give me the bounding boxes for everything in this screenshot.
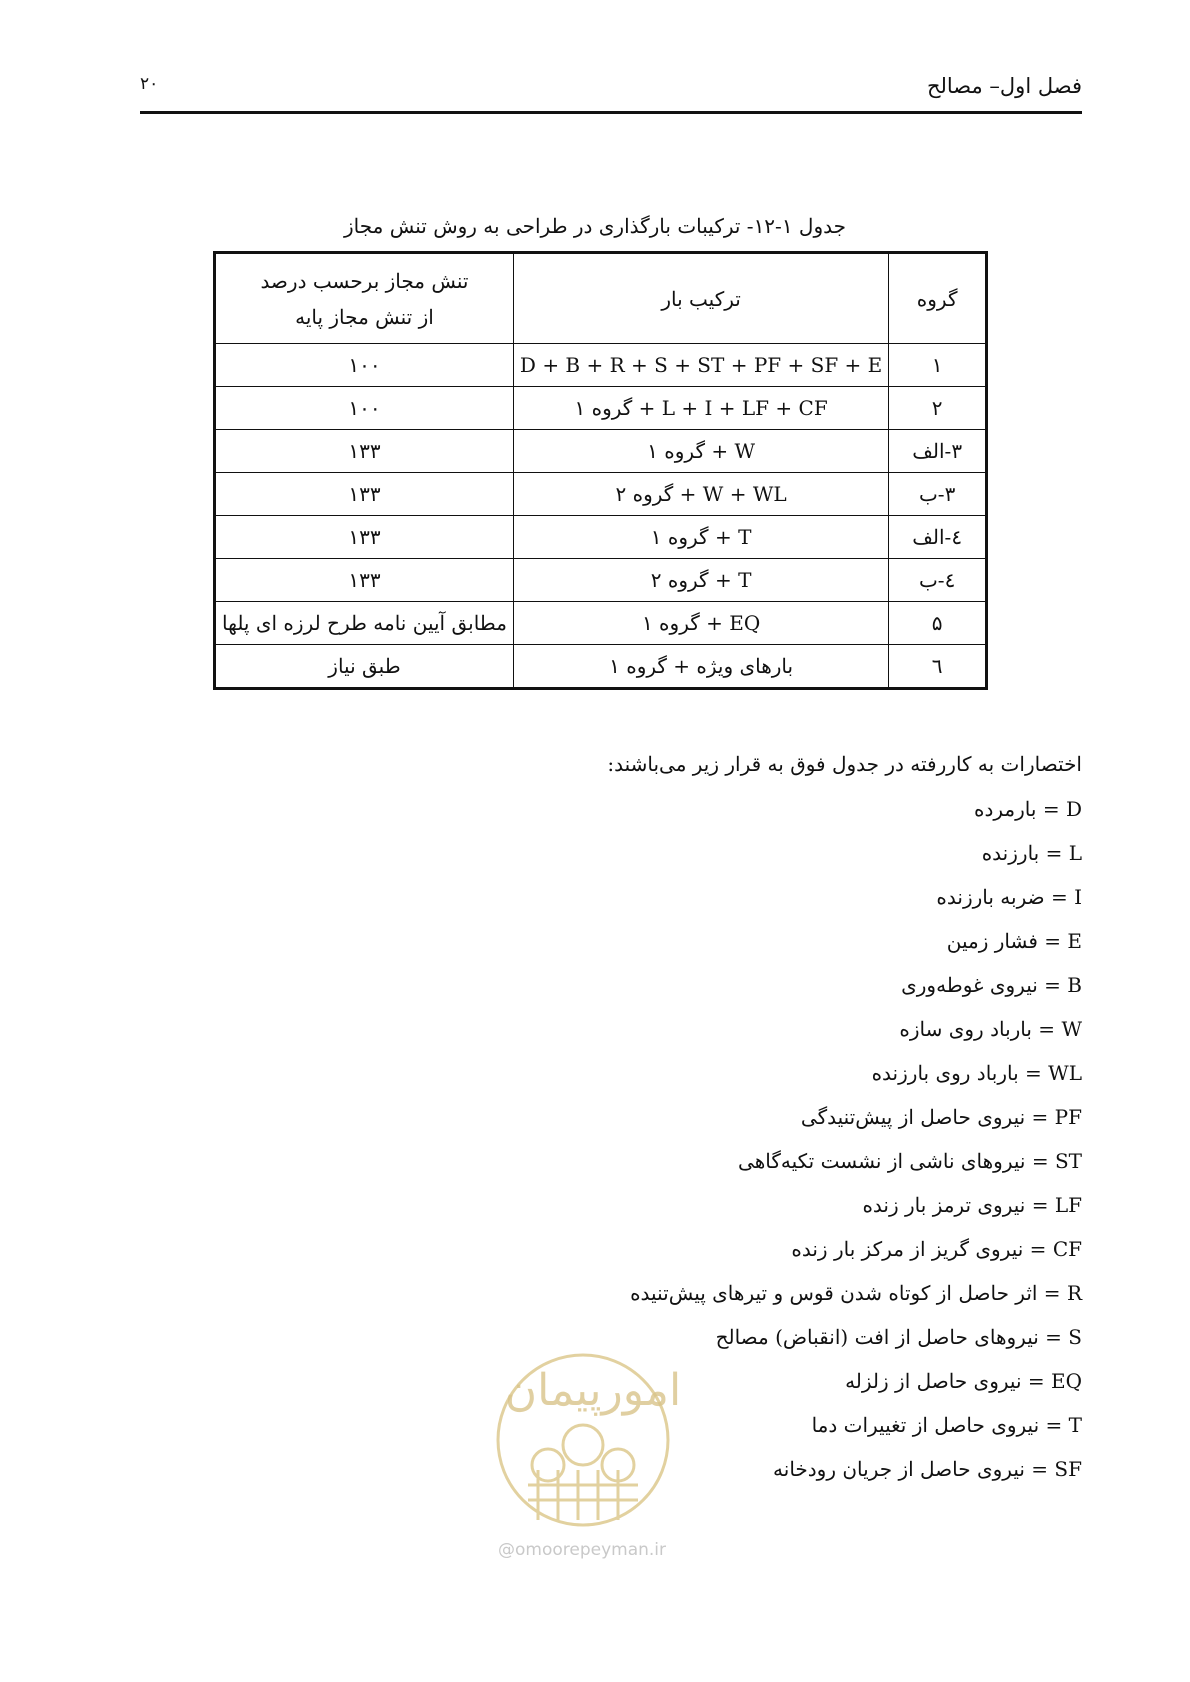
abbr-meaning: بارباد روی سازه: [899, 1017, 1032, 1041]
table-row: [215, 387, 987, 430]
table-row: [215, 430, 987, 473]
abbr-symbol: ST: [1054, 1149, 1082, 1173]
stress-cell: طبق نیاز: [215, 645, 514, 689]
watermark-url: @omoorepeyman.ir: [498, 1540, 667, 1560]
abbr-meaning: نیروی غوطه‌وری: [901, 973, 1038, 997]
table-row: [215, 602, 987, 645]
combination-cell: گروه ۲ + T: [513, 559, 888, 602]
list-item: WL = بارباد روی بارزنده: [871, 1061, 1082, 1085]
abbr-meaning: نیروی حاصل از تغییرات دما: [811, 1413, 1040, 1437]
header-divider: [140, 111, 1082, 114]
abbr-symbol: SF: [1054, 1457, 1082, 1481]
abbr-symbol: T: [1068, 1413, 1082, 1437]
abbr-symbol: W: [1061, 1017, 1082, 1041]
header-stress-line1: تنش مجاز برحسب درصد: [260, 268, 469, 293]
header-group: گروه: [889, 253, 987, 344]
load-combination-table: [213, 251, 988, 690]
abbr-symbol: D: [1065, 797, 1082, 821]
chapter-title: فصل اول– مصالح: [926, 74, 1082, 98]
combination-cell: D + B + R + S + ST + PF + SF + E: [513, 344, 888, 387]
combination-cell: گروه ۱ + L + I + LF + CF: [513, 387, 888, 430]
combination-cell: گروه ۱ + W: [513, 430, 888, 473]
abbr-meaning: فشار زمین: [946, 929, 1038, 953]
abbr-symbol: WL: [1048, 1061, 1082, 1085]
abbr-meaning: نیروی حاصل از زلزله: [845, 1369, 1022, 1393]
list-item: L = بارزنده: [981, 841, 1082, 865]
stress-cell: مطابق آیین نامه طرح لرزه ای پلها: [215, 602, 514, 645]
logo-emblem-icon: [488, 1335, 688, 1535]
header-stress-line2: از تنش مجاز پایه: [295, 304, 434, 329]
abbr-meaning: نیروی ترمز بار زنده: [862, 1193, 1026, 1217]
header-combination: ترکیب بار: [513, 253, 888, 344]
list-item: SF = نیروی حاصل از جریان رودخانه: [773, 1457, 1082, 1481]
abbr-symbol: PF: [1054, 1105, 1082, 1129]
abbr-symbol: L: [1068, 841, 1082, 865]
abbr-meaning: ضربه بارزنده: [936, 885, 1045, 909]
table-caption: جدول ۱-۱۲- ترکیبات بارگذاری در طراحی به روش تنش مجاز: [344, 214, 846, 238]
group-cell: ٦: [889, 645, 987, 689]
list-item: R = اثر حاصل از کوتاه شدن قوس و تیرهای پیش‌تنیده: [630, 1281, 1082, 1305]
combination-cell: گروه ۱ + T: [513, 516, 888, 559]
stress-cell: ۱۳۳: [215, 559, 514, 602]
list-item: CF = نیروی گریز از مرکز بار زنده: [791, 1237, 1082, 1261]
list-item: ST = نیروهای ناشی از نشست تکیه‌گاهی: [738, 1149, 1082, 1173]
stress-cell: ۱۳۳: [215, 473, 514, 516]
abbr-meaning: بارباد روی بارزنده: [871, 1061, 1019, 1085]
abbr-meaning: نیروهای ناشی از نشست تکیه‌گاهی: [738, 1149, 1026, 1173]
list-item: EQ = نیروی حاصل از زلزله: [845, 1369, 1082, 1393]
group-cell: ۳-ب: [889, 473, 987, 516]
table-row: [215, 473, 987, 516]
table-row: [215, 516, 987, 559]
list-item: LF = نیروی ترمز بار زنده: [862, 1193, 1082, 1217]
list-item: D = بارمرده: [974, 797, 1082, 821]
abbreviations-intro: اختصارات به کاررفته در جدول فوق به قرار زیر می‌باشند:: [607, 752, 1082, 776]
abbr-meaning: اثر حاصل از کوتاه شدن قوس و تیرهای پیش‌تنیده: [630, 1281, 1038, 1305]
list-item: B = نیروی غوطه‌وری: [901, 973, 1082, 997]
group-cell: ۱: [889, 344, 987, 387]
abbr-meaning: نیروی حاصل از پیش‌تنیدگی: [800, 1105, 1026, 1129]
abbr-symbol: LF: [1054, 1193, 1082, 1217]
list-item: PF = نیروی حاصل از پیش‌تنیدگی: [800, 1105, 1082, 1129]
header-allowable-stress: [215, 253, 514, 344]
list-item: I = ضربه بارزنده: [936, 885, 1082, 909]
abbr-symbol: EQ: [1051, 1369, 1082, 1393]
abbr-symbol: B: [1067, 973, 1082, 997]
table-row: [215, 559, 987, 602]
group-cell: ٤-الف: [889, 516, 987, 559]
group-cell: ۵: [889, 602, 987, 645]
abbr-symbol: R: [1066, 1281, 1082, 1305]
abbr-meaning: نیروی حاصل از جریان رودخانه: [773, 1457, 1025, 1481]
stress-cell: ۱۳۳: [215, 516, 514, 559]
list-item: W = بارباد روی سازه: [899, 1017, 1082, 1041]
combination-cell: بارهای ویژه + گروه ۱: [513, 645, 888, 689]
stress-cell: ۱۰۰: [215, 387, 514, 430]
list-item: S = نیروهای حاصل از افت (انقباض) مصالح: [715, 1325, 1082, 1349]
group-cell: ۳-الف: [889, 430, 987, 473]
abbr-meaning: نیروی گریز از مرکز بار زنده: [791, 1237, 1024, 1261]
table-row: [215, 645, 987, 689]
abbr-meaning: بارزنده: [981, 841, 1040, 865]
table-header-row: [215, 253, 987, 344]
group-cell: ٤-ب: [889, 559, 987, 602]
stress-cell: ۱۳۳: [215, 430, 514, 473]
abbr-meaning: بارمرده: [974, 797, 1037, 821]
table-row: [215, 344, 987, 387]
abbr-symbol: S: [1068, 1325, 1082, 1349]
watermark-logo: [488, 1335, 688, 1535]
abbr-symbol: I: [1074, 885, 1082, 909]
page-number: ۲۰: [140, 74, 159, 94]
abbr-symbol: CF: [1052, 1237, 1082, 1261]
watermark-logo-text: امورپیمان: [504, 1365, 682, 1416]
list-item: E = فشار زمین: [946, 929, 1082, 953]
abbr-meaning: نیروهای حاصل از افت (انقباض) مصالح: [715, 1325, 1039, 1349]
list-item: T = نیروی حاصل از تغییرات دما: [811, 1413, 1082, 1437]
combination-cell: گروه ۱ + EQ: [513, 602, 888, 645]
group-cell: ۲: [889, 387, 987, 430]
abbr-symbol: E: [1067, 929, 1082, 953]
combination-cell: گروه ۲ + W + WL: [513, 473, 888, 516]
stress-cell: ۱۰۰: [215, 344, 514, 387]
abbreviation-list: [630, 787, 1082, 1491]
